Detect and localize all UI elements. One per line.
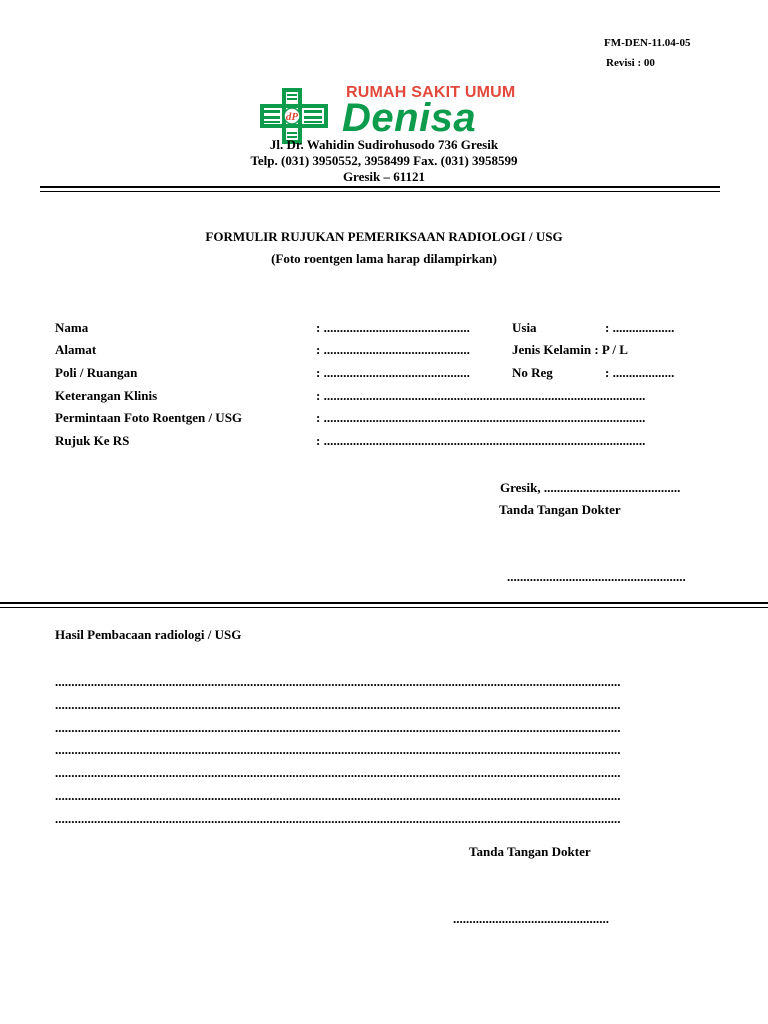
hospital-name: Denisa (342, 96, 477, 140)
field-label-keterangan: Keterangan Klinis (55, 388, 158, 403)
signature-line[interactable]: ....................................................... (507, 569, 686, 584)
result-line[interactable]: .............................................................................................................................................................................. (55, 674, 621, 689)
result-line[interactable]: .............................................................................................................................................................................. (55, 697, 621, 712)
field-value-permintaan[interactable]: : ................................................................................................... (316, 410, 646, 425)
field-value-keterangan[interactable]: : ................................................................................................... (316, 388, 646, 403)
field-value-poli[interactable]: : ............................................. (316, 365, 470, 380)
field-label-usia: Usia (512, 320, 537, 335)
date-place-field[interactable]: Gresik, .......................................... (500, 480, 681, 495)
result-line[interactable]: .............................................................................................................................................................................. (55, 742, 621, 757)
hospital-type: RUMAH SAKIT UMUM (346, 84, 516, 101)
form-subtitle: (Foto roentgen lama harap dilampirkan) (271, 251, 497, 266)
field-value-no-reg[interactable]: : ................... (605, 365, 675, 380)
field-label-alamat: Alamat (55, 342, 97, 357)
field-value-nama[interactable]: : ............................................. (316, 320, 470, 335)
form-title: FORMULIR RUJUKAN PEMERIKSAAN RADIOLOGI / USG (205, 229, 563, 244)
signature-label: Tanda Tangan Dokter (499, 502, 621, 517)
result-heading: Hasil Pembacaan radiologi / USG (55, 627, 242, 642)
header-divider (40, 186, 720, 188)
hospital-phone: Telp. (031) 3950552, 3958499 Fax. (031) 3958599 (250, 153, 518, 168)
field-value-usia[interactable]: : ................... (605, 320, 675, 335)
result-signature-line[interactable]: ................................................ (453, 911, 609, 926)
result-line[interactable]: .............................................................................................................................................................................. (55, 720, 621, 735)
field-value-rujuk[interactable]: : ................................................................................................... (316, 433, 646, 448)
revision-number: Revisi : 00 (606, 57, 655, 69)
section-divider (0, 602, 768, 604)
hospital-address: Jl. Dr. Wahidin Sudirohusodo 736 Gresik (269, 137, 499, 152)
field-value-alamat[interactable]: : ............................................. (316, 342, 470, 357)
field-label-no-reg: No Reg (512, 365, 553, 380)
field-label-poli: Poli / Ruangan (55, 365, 138, 380)
result-line[interactable]: .............................................................................................................................................................................. (55, 788, 621, 803)
result-signature-label: Tanda Tangan Dokter (469, 844, 591, 859)
field-gender[interactable]: Jenis Kelamin : P / L (512, 342, 628, 357)
field-label-permintaan: Permintaan Foto Roentgen / USG (55, 410, 243, 425)
result-line[interactable]: .............................................................................................................................................................................. (55, 811, 621, 826)
section-divider-thin (0, 607, 768, 608)
field-label-nama: Nama (55, 320, 89, 335)
result-line[interactable]: .............................................................................................................................................................................. (55, 765, 621, 780)
form-code: FM-DEN-11.04-05 (604, 37, 691, 49)
header-divider-thin (40, 191, 720, 192)
hospital-city: Gresik – 61121 (342, 169, 426, 184)
field-label-rujuk: Rujuk Ke RS (55, 433, 130, 448)
logo-initials: dP (285, 111, 299, 123)
